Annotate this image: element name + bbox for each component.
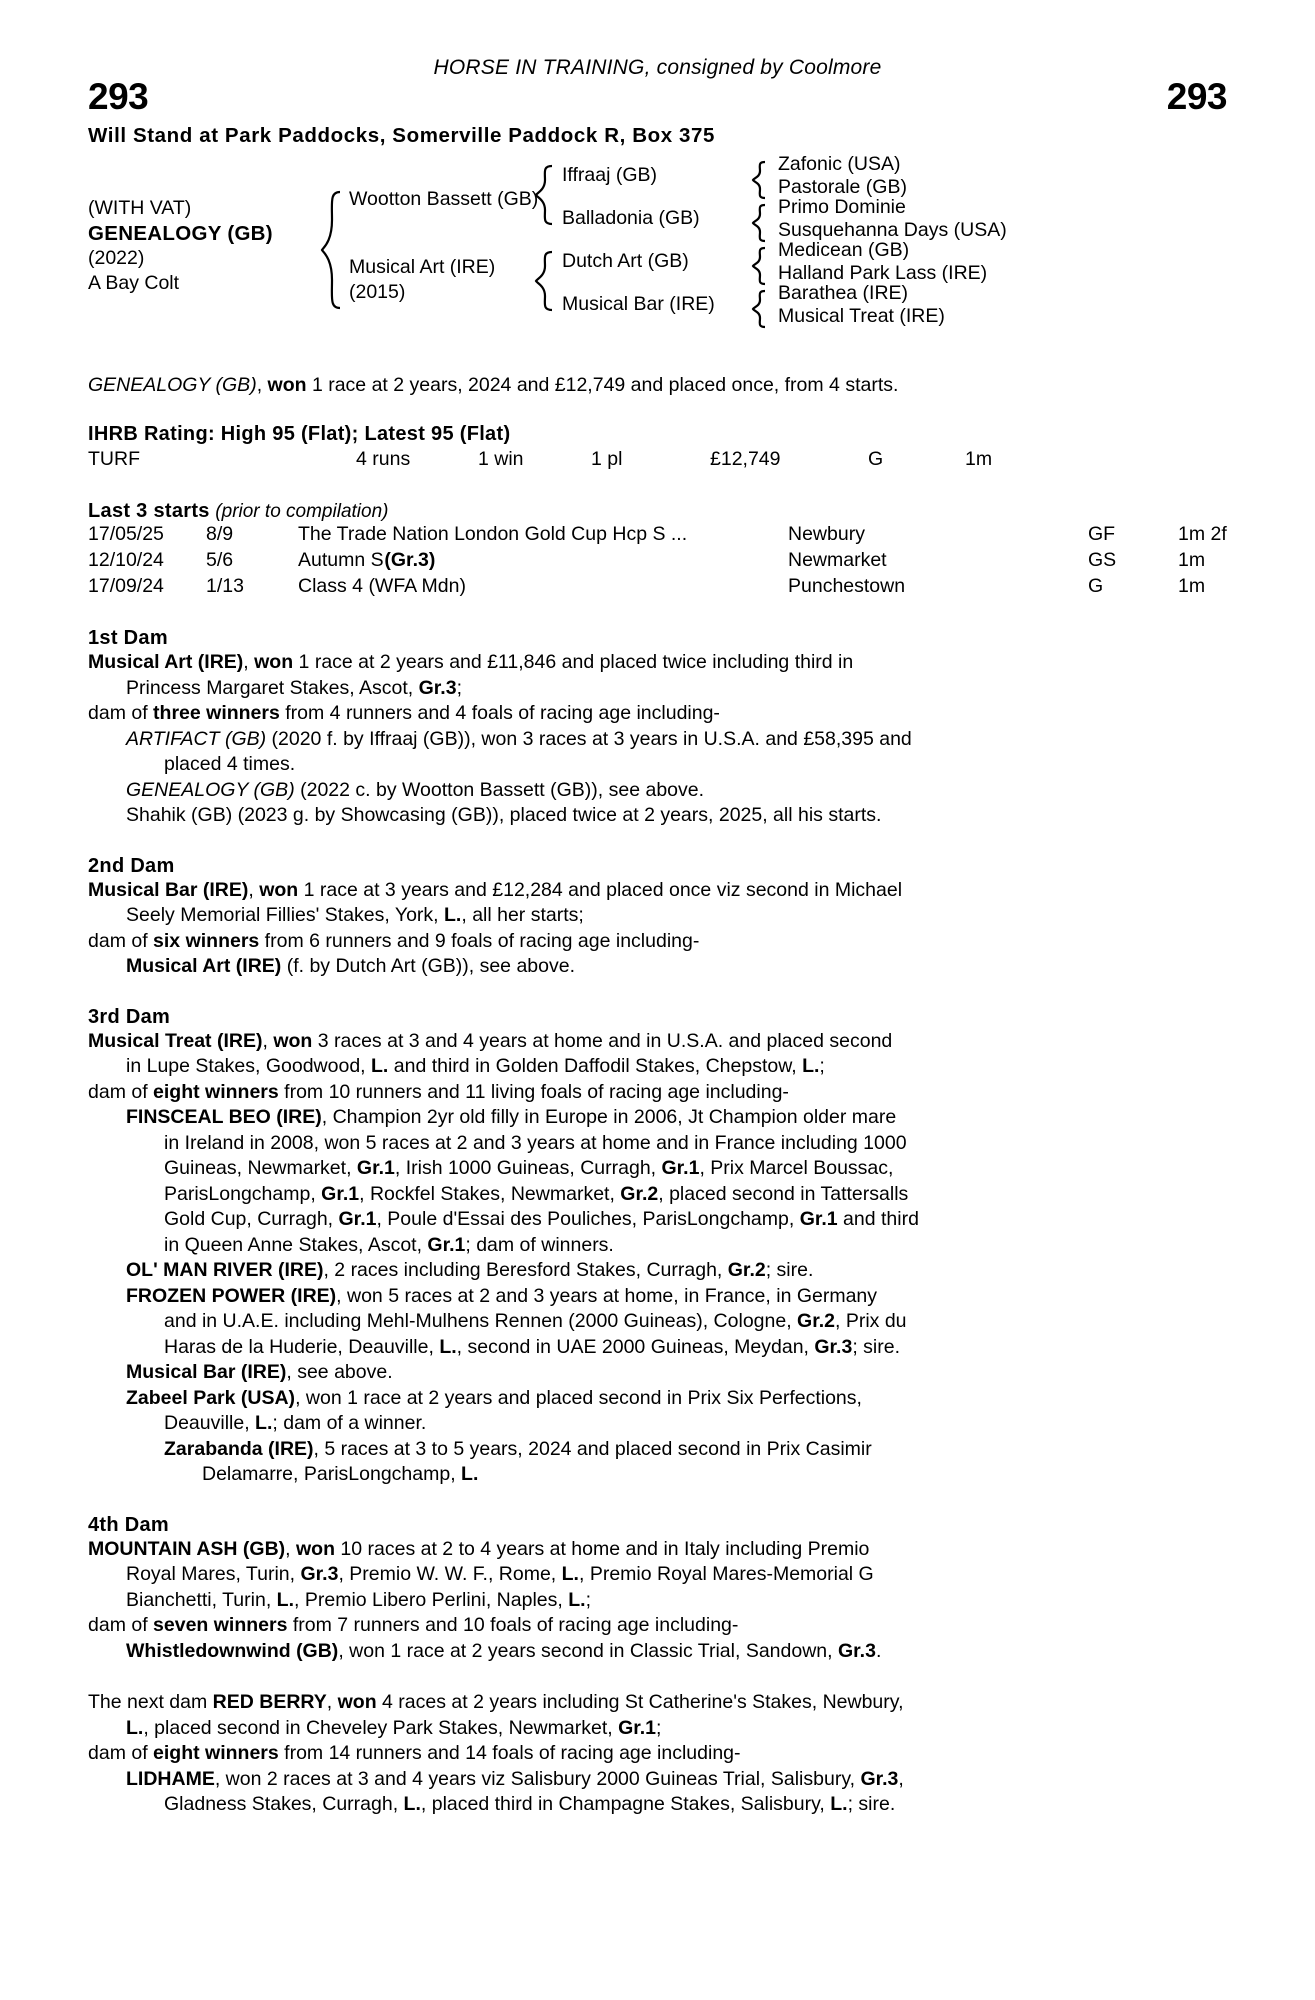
last3-course: Newbury [788, 523, 865, 545]
last3-race-grade: (Gr.3) [384, 549, 436, 571]
dam-text-line: GENEALOGY (GB) (2022 c. by Wootton Bassett (GB)), see above. [126, 778, 705, 801]
last3-going: G [1088, 575, 1104, 597]
last3-position: 8/9 [206, 523, 234, 545]
last3-course: Newmarket [788, 549, 887, 571]
horse-description: A Bay Colt [88, 272, 180, 294]
dam-heading: 2nd Dam [88, 854, 175, 877]
dam-text-line: Guineas, Newmarket, Gr.1, Irish 1000 Guineas, Curragh, Gr.1, Prix Marcel Boussac, [164, 1157, 894, 1179]
rating-surface: TURF [88, 448, 140, 470]
dam-text-line: dam of eight winners from 10 runners and 11 living foals of racing age including- [88, 1080, 789, 1103]
sire-sire-name: Iffraaj (GB) [562, 164, 657, 186]
dam-text-line: Musical Bar (IRE), see above. [126, 1361, 393, 1383]
last3-date: 12/10/24 [88, 549, 164, 571]
summary-comma: , [256, 374, 268, 396]
last3-date: 17/05/25 [88, 523, 164, 545]
dam-text-line: placed 4 times. [164, 753, 296, 775]
consignor-heading: HORSE IN TRAINING, consigned by Coolmore [433, 56, 882, 79]
gen4-5: Medicean (GB) [778, 239, 910, 261]
rating-going: G [868, 448, 884, 470]
horse-name: GENEALOGY (GB) [88, 222, 273, 245]
pedigree-gen4 [756, 153, 1186, 340]
dam-text-line: Zarabanda (IRE), 5 races at 3 to 5 years, 2024 and placed second in Prix Casimir [164, 1437, 872, 1460]
dam-text-line: Shahik (GB) (2023 g. by Showcasing (GB)), placed twice at 2 years, 2025, all his starts. [126, 804, 882, 826]
summary-rest: 1 race at 2 years, 2024 and £12,749 and placed once, from 4 starts. [306, 374, 899, 396]
dam-text-line: dam of three winners from 4 runners and 4 foals of racing age including- [88, 702, 720, 724]
last3-position: 5/6 [206, 549, 234, 571]
last3-going: GF [1088, 523, 1116, 545]
rating-runs: 4 runs [356, 448, 411, 470]
dam-text-line: Gold Cup, Curragh, Gr.1, Poule d'Essai des Pouliches, ParisLongchamp, Gr.1 and third [164, 1208, 919, 1230]
dam-text-line: Whistledownwind (GB), won 1 race at 2 years second in Classic Trial, Sandown, Gr.3. [126, 1639, 882, 1662]
dam-dam-name: Musical Bar (IRE) [562, 293, 715, 315]
last3-row [88, 523, 1227, 549]
dam-heading: 1st Dam [88, 627, 168, 649]
lot-number-right: 293 [1166, 76, 1227, 117]
dam-text-line: MOUNTAIN ASH (GB), won 10 races at 2 to 4 years at home and in Italy including Premio [88, 1537, 870, 1560]
race-record-summary [88, 374, 1227, 397]
last3-heading [88, 500, 1227, 523]
last3-row [88, 549, 1227, 575]
dam-text-line: OL' MAN RIVER (IRE), 2 races including Beresford Stakes, Curragh, Gr.2; sire. [126, 1259, 814, 1281]
dam-text-line: ParisLongchamp, Gr.1, Rockfel Stakes, Newmarket, Gr.2, placed second in Tattersalls [164, 1182, 909, 1205]
pedigree-gen2 [325, 162, 540, 340]
dam-text-line: Bianchetti, Turin, L., Premio Libero Perlini, Naples, L.; [126, 1588, 591, 1611]
pedigree-gen3 [540, 162, 755, 340]
last3-heading-italic: (prior to compilation) [215, 501, 389, 522]
rating-wins: 1 win [478, 448, 524, 470]
last3-position: 1/13 [206, 575, 244, 597]
dam-text-line: Zabeel Park (USA), won 1 race at 2 years and placed second in Prix Six Perfections, [126, 1386, 862, 1409]
dam-text-line: in Ireland in 2008, won 5 races at 2 and 3 years at home and in France including 1000 [164, 1131, 907, 1154]
dam-text-line: in Lupe Stakes, Goodwood, L. and third in Golden Daffodil Stakes, Chepstow, L.; [126, 1055, 825, 1077]
stand-location-line: Will Stand at Park Paddocks, Somerville Paddock R, Box 375 [88, 124, 716, 147]
dam-name: Musical Art (IRE) [349, 256, 496, 278]
dam-text-line: and in U.A.E. including Mehl-Mulhens Rennen (2000 Guineas), Cologne, Gr.2, Prix du [164, 1310, 907, 1332]
foaling-year: (2022) [88, 247, 145, 269]
gen4-2: Pastorale (GB) [778, 176, 907, 198]
pedigree-subject [88, 196, 273, 296]
last3-distance: 1m [1178, 549, 1206, 571]
dam-year: (2015) [349, 281, 406, 303]
dam-text-line: Princess Margaret Stakes, Ascot, Gr.3; [126, 676, 462, 699]
last3-date: 17/09/24 [88, 575, 164, 597]
last3-heading-bold: Last 3 starts [88, 500, 210, 522]
dam-text-line: Deauville, L.; dam of a winner. [164, 1412, 427, 1434]
next-dam-text-line: L., placed second in Cheveley Park Stakes, Newmarket, Gr.1; [126, 1716, 662, 1739]
dam-text-line: Haras de la Huderie, Deauville, L., second in UAE 2000 Guineas, Meydan, Gr.3; sire. [164, 1335, 901, 1358]
gen4-4: Susquehanna Days (USA) [778, 219, 1007, 241]
gen4-6: Halland Park Lass (IRE) [778, 262, 988, 284]
last3-race: Autumn S [298, 549, 384, 571]
dam-sections [88, 627, 1227, 1664]
last3-course: Punchestown [788, 575, 906, 597]
dam-text-line: Delamarre, ParisLongchamp, L. [202, 1463, 479, 1485]
next-dam-text-line: LIDHAME, won 2 races at 3 and 4 years viz Salisbury 2000 Guineas Trial, Salisbury, Gr.3, [126, 1767, 904, 1790]
dam-text-line: Musical Treat (IRE), won 3 races at 3 and 4 years at home and in U.S.A. and placed second [88, 1029, 893, 1052]
dam-heading: 4th Dam [88, 1513, 170, 1536]
last3-distance: 1m 2f [1178, 523, 1227, 545]
last3-race: Class 4 (WFA Mdn) [298, 575, 466, 597]
dam-text-line: in Queen Anne Stakes, Ascot, Gr.1; dam of winners. [164, 1233, 614, 1256]
dam-text-line: Musical Art (IRE), won 1 race at 2 years and £11,846 and placed twice including third in [88, 651, 854, 673]
dam-text-line: Musical Art (IRE) (f. by Dutch Art (GB)), see above. [126, 955, 575, 977]
summary-horse-name: GENEALOGY (GB) [88, 374, 257, 396]
last3-race: The Trade Nation London Gold Cup Hcp S ... [298, 523, 688, 545]
ihrb-rating-heading: IHRB Rating: High 95 (Flat); Latest 95 (Flat) [88, 423, 511, 445]
dam-text-line: Musical Bar (IRE), won 1 race at 3 years and £12,284 and placed once viz second in Michael [88, 878, 903, 901]
dam-text-line: dam of seven winners from 7 runners and 10 foals of racing age including- [88, 1614, 739, 1636]
gen4-1: Zafonic (USA) [778, 153, 901, 175]
rating-distance: 1m [965, 448, 993, 470]
dam-text-line: FROZEN POWER (IRE), won 5 races at 2 and 3 years at home, in France, in Germany [126, 1284, 878, 1307]
gen4-3: Primo Dominie [778, 196, 906, 218]
dam-text-line: FINSCEAL BEO (IRE), Champion 2yr old filly in Europe in 2006, Jt Champion older mare [126, 1106, 897, 1128]
next-dam-text-line: The next dam RED BERRY, won 4 races at 2 years including St Catherine's Stakes, Newbury, [88, 1691, 904, 1713]
rating-earnings: £12,749 [710, 448, 781, 470]
dam-text-line: Seely Memorial Fillies' Stakes, York, L., all her starts; [126, 904, 584, 926]
dam-text-line: ARTIFACT (GB) (2020 f. by Iffraaj (GB)), won 3 races at 3 years in U.S.A. and £58,395 and [126, 727, 912, 750]
next-dam-text-line: Gladness Stakes, Curragh, L., placed third in Champagne Stakes, Salisbury, L.; sire. [164, 1793, 896, 1815]
lot-number-row [88, 76, 1227, 118]
last3-row [88, 575, 1227, 601]
next-dam-section [88, 1690, 1227, 1818]
last3-table [88, 523, 1227, 601]
rating-places: 1 pl [591, 448, 623, 470]
rating-row [88, 448, 1227, 474]
summary-won: won [267, 374, 307, 396]
pedigree-chart [88, 153, 1227, 340]
lot-number-left: 293 [88, 76, 149, 117]
sire-dam-name: Balladonia (GB) [562, 207, 700, 229]
dam-sire-name: Dutch Art (GB) [562, 250, 689, 272]
sire-name: Wootton Bassett (GB) [349, 188, 539, 210]
next-dam-text-line: dam of eight winners from 14 runners and 14 foals of racing age including- [88, 1742, 741, 1764]
last3-distance: 1m [1178, 575, 1206, 597]
gen4-7: Barathea (IRE) [778, 282, 909, 304]
vat-note: (WITH VAT) [88, 197, 192, 219]
last3-going: GS [1088, 549, 1117, 571]
dam-heading: 3rd Dam [88, 1005, 171, 1028]
gen4-8: Musical Treat (IRE) [778, 305, 945, 327]
dam-text-line: dam of six winners from 6 runners and 9 foals of racing age including- [88, 929, 700, 952]
dam-text-line: Royal Mares, Turin, Gr.3, Premio W. W. F., Rome, L., Premio Royal Mares-Memorial G [126, 1563, 874, 1585]
